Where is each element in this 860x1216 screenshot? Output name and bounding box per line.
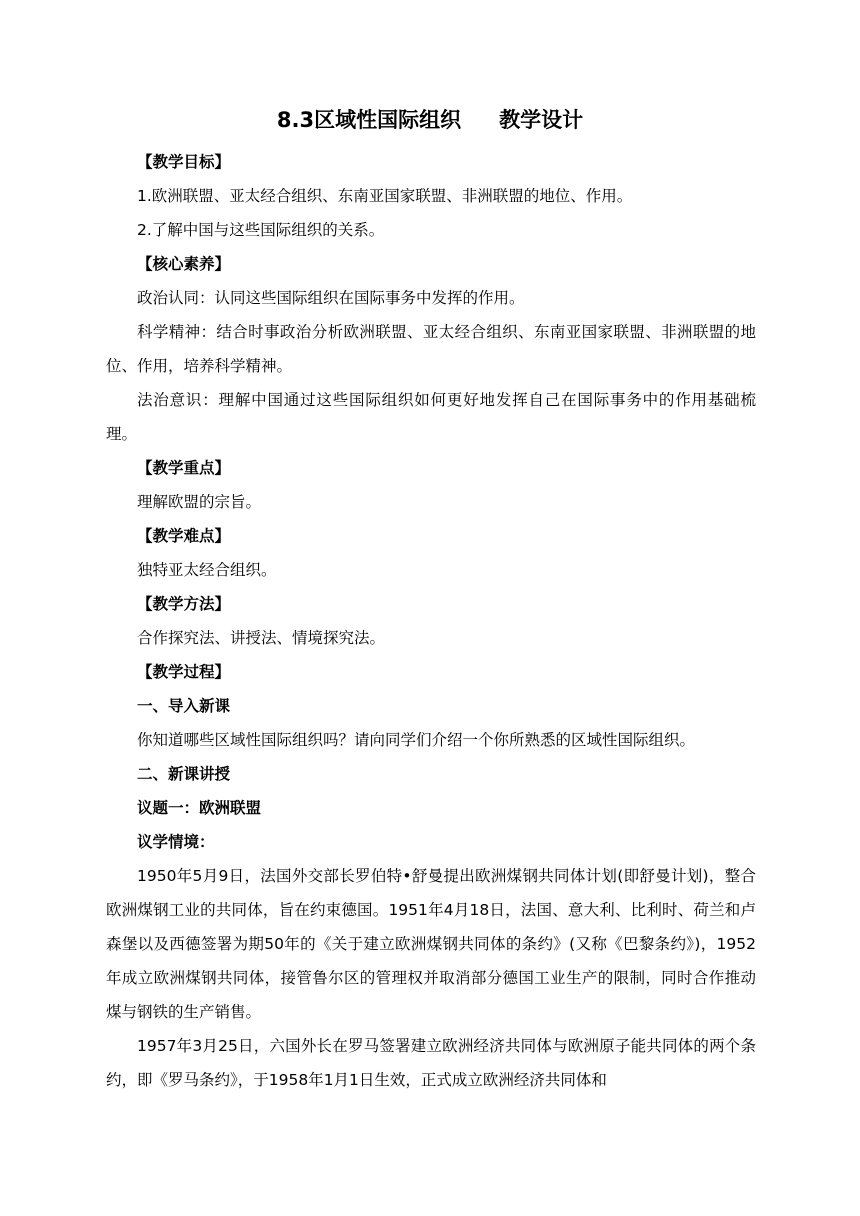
- method-heading: 【教学方法】: [137, 595, 231, 613]
- difficulty-text: 独特亚太经合组织。: [137, 561, 277, 579]
- key-point-heading: 【教学重点】: [137, 459, 231, 477]
- situation-paragraph-1: 1950年5月9日，法国外交部长罗伯特•舒曼提出欧洲煤钢共同体计划(即舒曼计划)，整合欧洲煤钢工业的共同体，旨在约束德国。1951年4月18日，法国、意大利、比利时、荷兰和卢森堡以及西德签署为期50年的《关于建立欧洲煤钢共同体的条约》(又称《巴黎条约》)，1952年成立欧洲煤钢共同体，接管鲁尔区的管理权并取消部分德国工业生产的限制，同时合作推动煤与钢铁的生产销售。: [106, 867, 756, 1021]
- title-type: 教学设计: [499, 108, 584, 132]
- step-1-text: 你知道哪些区域性国际组织吗？请向同学们介绍一个你所熟悉的区域性国际组织。: [137, 731, 696, 749]
- literacy-heading: 【核心素养】: [137, 255, 231, 273]
- document-title: [200, 104, 660, 136]
- difficulty-heading: 【教学难点】: [137, 527, 231, 545]
- title-course: 8.3区域性国际组织: [276, 108, 462, 132]
- step-1-heading: 一、导入新课: [137, 697, 231, 715]
- literacy-political: 政治认同：认同这些国际组织在国际事务中发挥的作用。: [137, 289, 525, 307]
- objectives-heading: 【教学目标】: [137, 153, 231, 171]
- method-text: 合作探究法、讲授法、情境探究法。: [137, 629, 386, 647]
- objective-1: 1.欧洲联盟、亚太经合组织、东南亚国家联盟、非洲联盟的地位、作用。: [137, 187, 633, 205]
- situation-paragraph-2: 1957年3月25日，六国外长在罗马签署建立欧洲经济共同体与欧洲原子能共同体的两个条约，即《罗马条约》，于1958年1月1日生效，正式成立欧洲经济共同体和: [106, 1037, 756, 1089]
- topic-1-heading: 议题一：欧洲联盟: [137, 799, 262, 817]
- literacy-law: 法治意识：理解中国通过这些国际组织如何更好地发挥自己在国际事务中的作用基础梳理。: [106, 391, 756, 443]
- process-heading: 【教学过程】: [137, 663, 231, 681]
- literacy-science: 科学精神：结合时事政治分析欧洲联盟、亚太经合组织、东南亚国家联盟、非洲联盟的地位、作用，培养科学精神。: [106, 323, 756, 375]
- situation-heading: 议学情境：: [137, 833, 215, 851]
- step-2-heading: 二、新课讲授: [137, 765, 231, 783]
- document-body: [106, 145, 756, 1097]
- objective-2: 2.了解中国与这些国际组织的关系。: [137, 221, 385, 239]
- key-point-text: 理解欧盟的宗旨。: [137, 493, 262, 511]
